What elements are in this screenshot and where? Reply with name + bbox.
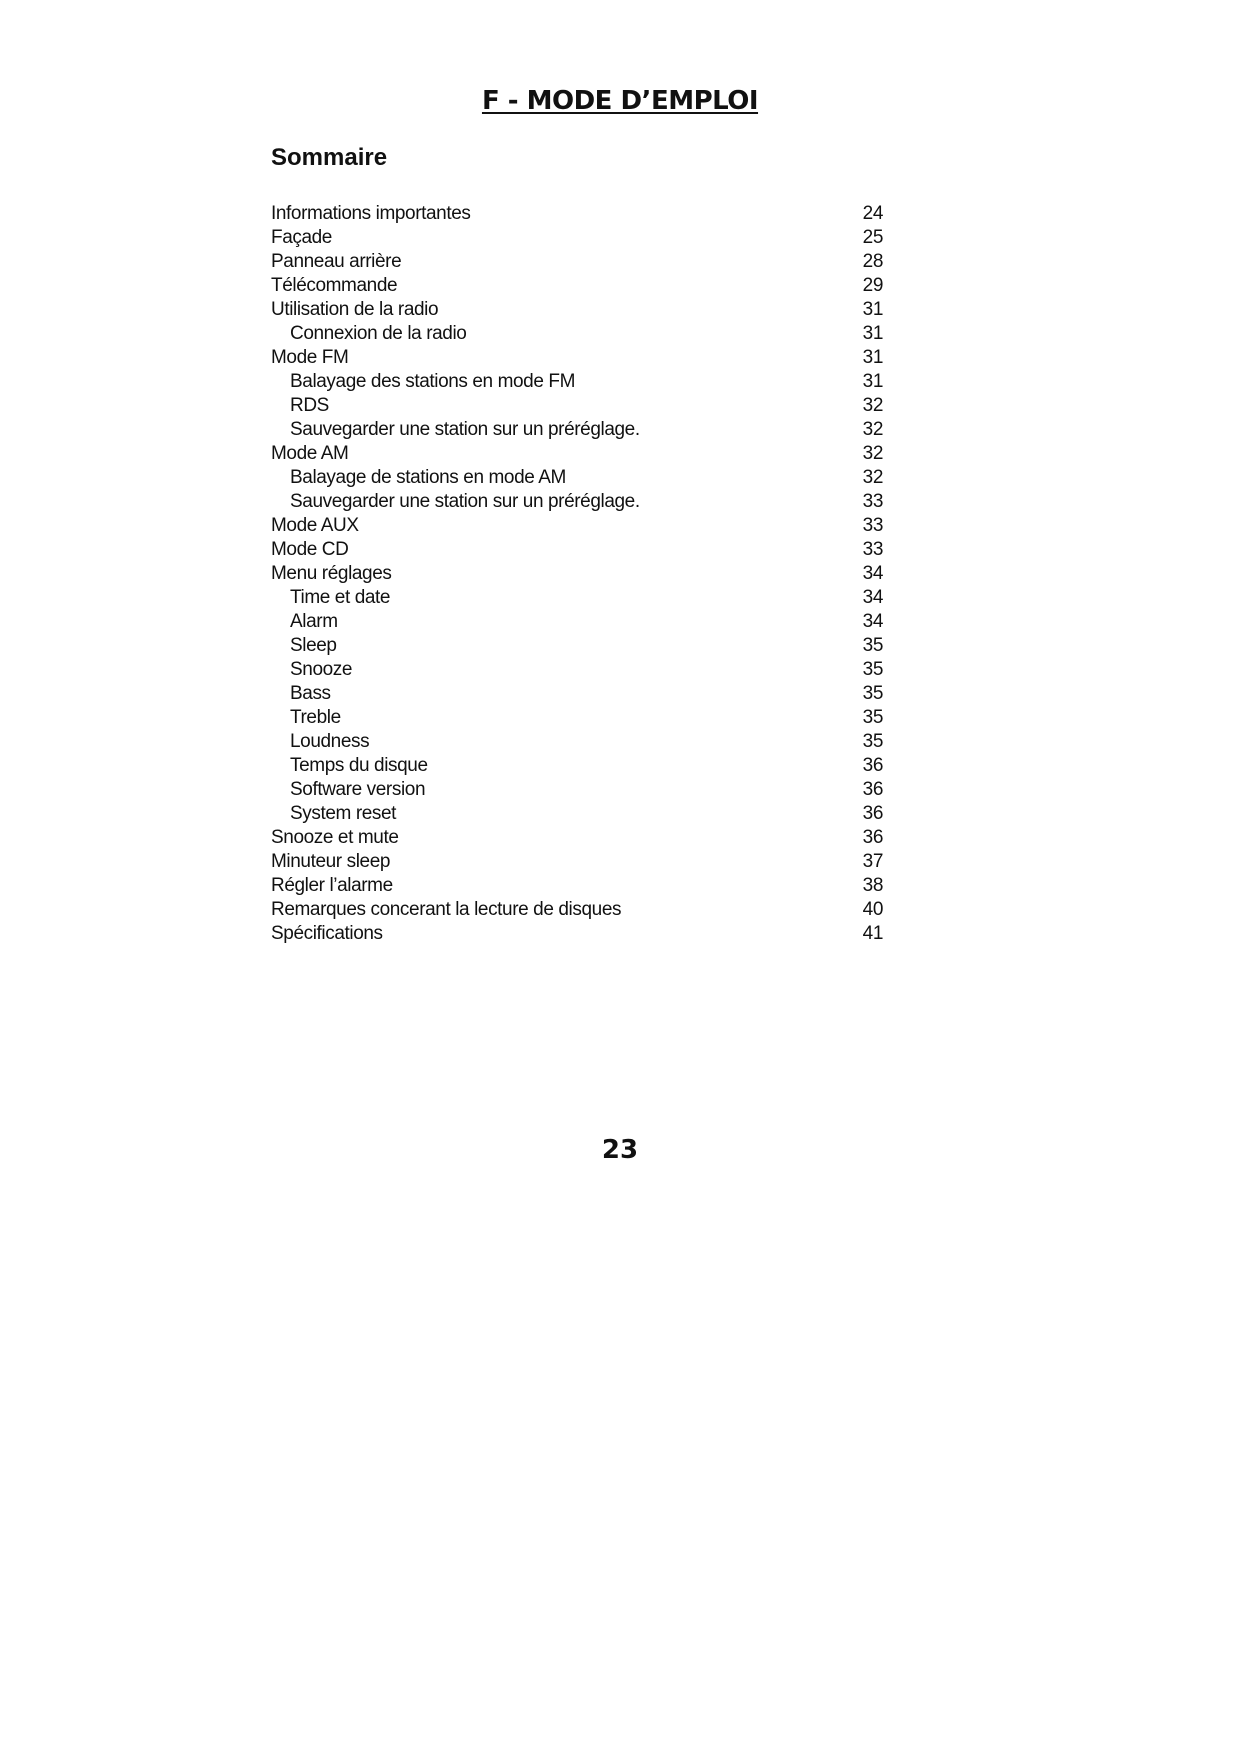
toc-entry-label: Mode CD: [271, 539, 349, 560]
toc-entry-label: Menu réglages: [271, 563, 392, 584]
toc-entry-page: 34: [862, 587, 883, 608]
toc-entry-page: 28: [862, 251, 883, 272]
toc-entry-label: Façade: [271, 227, 332, 248]
toc-entry-label: Sauvegarder une station sur un préréglage.: [290, 491, 640, 512]
page-number: 23: [601, 1135, 639, 1165]
toc-entry-label: Minuteur sleep: [271, 851, 391, 872]
toc-entry: [271, 802, 883, 826]
toc-entry: [271, 250, 883, 274]
toc-entry-page: 34: [862, 563, 883, 584]
toc-entry: [271, 394, 883, 418]
toc-entry-label: Régler l’alarme: [271, 875, 393, 896]
toc-entry-page: 35: [862, 659, 883, 680]
toc-entry-label: Spécifications: [271, 923, 383, 944]
toc-entry: [271, 754, 883, 778]
toc-entry-page: 37: [862, 851, 883, 872]
toc-entry: [271, 706, 883, 730]
toc-entry-label: Mode AM: [271, 443, 349, 464]
toc-entry-page: 31: [862, 299, 883, 320]
toc-entry: [271, 874, 883, 898]
toc-entry: [271, 610, 883, 634]
toc-entry-label: Loudness: [290, 731, 370, 752]
toc-entry: [271, 682, 883, 706]
toc-entry-page: 41: [862, 923, 883, 944]
toc-entry: [271, 826, 883, 850]
toc-heading: Sommaire: [271, 144, 388, 171]
toc-entry-page: 36: [862, 779, 883, 800]
toc-entry: [271, 850, 883, 874]
toc-entry-label: Panneau arrière: [271, 251, 402, 272]
toc-entry-page: 35: [862, 683, 883, 704]
toc-entry-label: Informations importantes: [271, 203, 471, 224]
toc-entry-page: 34: [862, 611, 883, 632]
toc-entry-label: Alarm: [290, 611, 338, 632]
toc-entry-label: Mode AUX: [271, 515, 359, 536]
page-title-text: F - MODE D’EMPLOI: [481, 86, 759, 116]
toc-entry-label: Balayage de stations en mode AM: [290, 467, 566, 488]
toc-entry-label: Utilisation de la radio: [271, 299, 439, 320]
toc-entry: [271, 418, 883, 442]
toc-entry: [271, 322, 883, 346]
toc-entry-page: 31: [862, 323, 883, 344]
toc-entry-page: 24: [862, 203, 883, 224]
toc-entry: [271, 730, 883, 754]
toc-entry-label: Bass: [290, 683, 331, 704]
toc-entry-label: System reset: [290, 803, 397, 824]
toc-entry-label: Snooze et mute: [271, 827, 399, 848]
toc-entry-label: Temps du disque: [290, 755, 428, 776]
toc-entry-label: Connexion de la radio: [290, 323, 467, 344]
toc-entry: [271, 538, 883, 562]
toc-entry-page: 38: [862, 875, 883, 896]
toc-entry-label: Snooze: [290, 659, 353, 680]
toc-entry: [271, 466, 883, 490]
toc-entry-page: 35: [862, 731, 883, 752]
toc-entry: [271, 898, 883, 922]
toc-entry-page: 33: [862, 515, 883, 536]
page-title: [0, 84, 1240, 118]
toc-entry-label: Télécommande: [271, 275, 398, 296]
toc-entry: [271, 346, 883, 370]
toc-entry: [271, 442, 883, 466]
toc-entry-label: Balayage des stations en mode FM: [290, 371, 576, 392]
toc-entry: [271, 370, 883, 394]
toc-entry-page: 31: [862, 371, 883, 392]
toc-entry-page: 31: [862, 347, 883, 368]
toc-entry-page: 33: [862, 539, 883, 560]
toc-entry: [271, 202, 883, 226]
toc-entry: [271, 778, 883, 802]
toc-entry-page: 32: [862, 443, 883, 464]
table-of-contents: [271, 202, 883, 946]
toc-entry-page: 35: [862, 635, 883, 656]
toc-entry-page: 25: [862, 227, 883, 248]
toc-entry: [271, 274, 883, 298]
toc-entry-page: 36: [862, 755, 883, 776]
toc-entry: [271, 514, 883, 538]
toc-entry: [271, 922, 883, 946]
toc-entry-label: Sauvegarder une station sur un préréglage.: [290, 419, 640, 440]
toc-entry: [271, 634, 883, 658]
toc-entry-page: 32: [862, 419, 883, 440]
toc-entry-label: Sleep: [290, 635, 337, 656]
toc-entry-label: Software version: [290, 779, 426, 800]
toc-entry-label: Remarques concerant la lecture de disques: [271, 899, 622, 920]
toc-entry-page: 32: [862, 467, 883, 488]
toc-entry: [271, 490, 883, 514]
toc-entry-page: 40: [862, 899, 883, 920]
toc-entry-label: Treble: [290, 707, 341, 728]
toc-entry-page: 36: [862, 803, 883, 824]
toc-entry-label: Time et date: [290, 587, 391, 608]
toc-entry-label: Mode FM: [271, 347, 349, 368]
toc-entry: [271, 226, 883, 250]
toc-entry: [271, 562, 883, 586]
toc-entry-page: 33: [862, 491, 883, 512]
toc-entry: [271, 298, 883, 322]
toc-entry-page: 35: [862, 707, 883, 728]
toc-entry-page: 32: [862, 395, 883, 416]
toc-entry-page: 29: [862, 275, 883, 296]
toc-entry-label: RDS: [290, 395, 329, 416]
toc-entry: [271, 586, 883, 610]
toc-entry-page: 36: [862, 827, 883, 848]
toc-entry: [271, 658, 883, 682]
